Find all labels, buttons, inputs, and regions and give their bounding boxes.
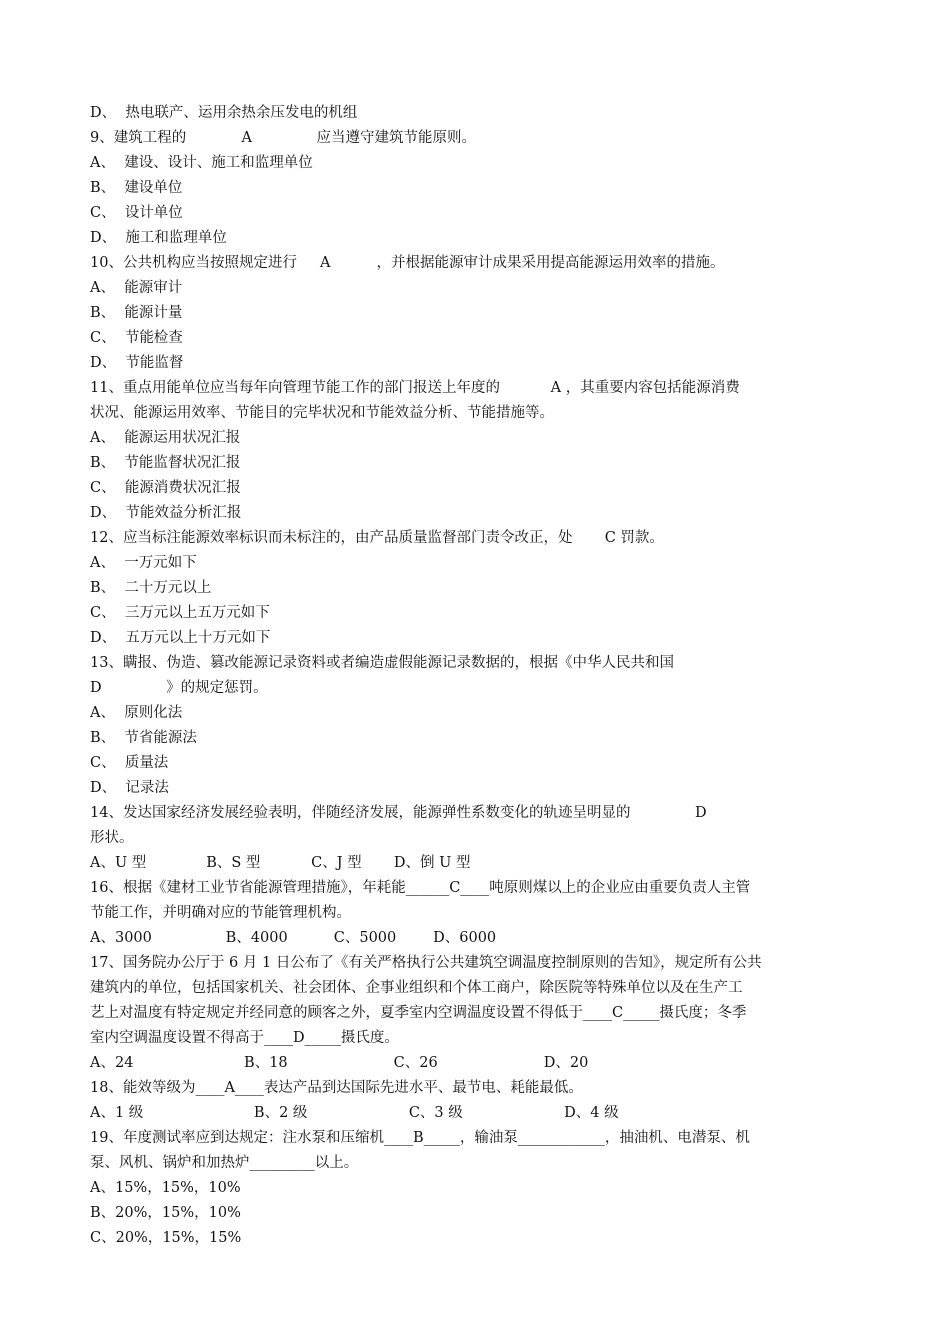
option-d: D、 记录法 bbox=[90, 780, 169, 796]
option-d: D、 节能效益分析汇报 bbox=[90, 505, 242, 521]
question-17-cont: 艺上对温度有特定规定并经同意的顾客之外，夏季室内空调温度设置不得低于____C_____摄氏度；冬季 bbox=[90, 1005, 747, 1021]
option-a: A、 能源运用状况汇报 bbox=[90, 430, 241, 446]
question-17: 17、国务院办公厅于 6 月 1 日公布了《有关严格执行公共建筑空调温度控制原则的告知》，规定所有公共 bbox=[90, 955, 762, 971]
option-d: D、 五万元以上十万元如下 bbox=[90, 630, 271, 646]
option-d: D、 施工和监理单位 bbox=[90, 230, 227, 246]
option-b: B、 节省能源法 bbox=[90, 730, 197, 746]
option-b: B、 节能监督状况汇报 bbox=[90, 455, 241, 471]
question-17-cont: 室内空调温度设置不得高于____D_____摄氏度。 bbox=[90, 1030, 399, 1046]
option-c: C、 质量法 bbox=[90, 755, 169, 771]
option-c: C、20%，15%，15% bbox=[90, 1230, 242, 1246]
question-16: 16、根据《建材工业节省能源管理措施》，年耗能______C____吨原则煤以上的企业应由重要负责人主管 bbox=[90, 880, 751, 896]
options-inline: A、1 级 B、2 级 C、3 级 D、4 级 bbox=[90, 1105, 619, 1121]
option-b: B、 能源计量 bbox=[90, 305, 183, 321]
options-inline: A、U 型 B、S 型 C、J 型 D、倒 U 型 bbox=[90, 855, 471, 871]
question-19-cont: 泵、风机、锅炉和加热炉_________以上。 bbox=[90, 1155, 359, 1171]
option-c: C、 设计单位 bbox=[90, 205, 183, 221]
options-inline: A、24 B、18 C、26 D、20 bbox=[90, 1055, 589, 1071]
option-a: A、 能源审计 bbox=[90, 280, 183, 296]
question-16-cont: 节能工作，并明确对应的节能管理机构。 bbox=[90, 905, 351, 921]
question-12: 12、应当标注能源效率标识而未标注的，由产品质量监督部门责令改正，处 C 罚款。 bbox=[90, 530, 664, 546]
question-11-cont: 状况、能源运用效率、节能目的完毕状况和节能效益分析、节能措施等。 bbox=[90, 405, 554, 421]
option-b: B、20%，15%，10% bbox=[90, 1205, 241, 1221]
option-b: B、 建设单位 bbox=[90, 180, 183, 196]
question-14-cont: 形状。 bbox=[90, 830, 134, 846]
option-a: A、15%，15%，10% bbox=[90, 1180, 241, 1196]
option-c: C、 能源消费状况汇报 bbox=[90, 480, 241, 496]
question-10: 10、公共机构应当按照规定进行 A ，并根据能源审计成果采用提高能源运用效率的措施。 bbox=[90, 255, 725, 271]
question-13-cont: D 》的规定惩罚。 bbox=[90, 680, 268, 696]
question-9: 9、建筑工程的 A 应当遵守建筑节能原则。 bbox=[90, 130, 477, 146]
question-11: 11、重点用能单位应当每年向管理节能工作的部门报送上年度的 A ，其重要内容包括能源消费 bbox=[90, 380, 740, 396]
question-14: 14、发达国家经济发展经验表明，伴随经济发展，能源弹性系数变化的轨迹呈明显的 D bbox=[90, 805, 707, 821]
option-c: C、 节能检查 bbox=[90, 330, 183, 346]
option-b: B、 二十万元以上 bbox=[90, 580, 212, 596]
question-18: 18、能效等级为____A____表达产品到达国际先进水平、最节电、耗能最低。 bbox=[90, 1080, 583, 1096]
option-a: A、 原则化法 bbox=[90, 705, 183, 721]
question-13: 13、瞒报、伪造、篡改能源记录资料或者编造虚假能源记录数据的，根据《中华人民共和国 bbox=[90, 655, 674, 671]
option-a: A、 一万元如下 bbox=[90, 555, 197, 571]
text-line: D、 热电联产、运用余热余压发电的机组 bbox=[90, 105, 358, 121]
question-19: 19、年度测试率应到达规定：注水泵和压缩机____B_____，输油泵____________，抽油机、电潜泵、机 bbox=[90, 1130, 750, 1146]
option-d: D、 节能监督 bbox=[90, 355, 184, 371]
option-a: A、 建设、设计、施工和监理单位 bbox=[90, 155, 313, 171]
options-inline: A、3000 B、4000 C、5000 D、6000 bbox=[90, 930, 497, 946]
option-c: C、 三万元以上五万元如下 bbox=[90, 605, 270, 621]
question-17-cont: 建筑内的单位，包括国家机关、社会团体、企事业组织和个体工商户，除医院等特殊单位以及在生产工 bbox=[90, 980, 743, 996]
